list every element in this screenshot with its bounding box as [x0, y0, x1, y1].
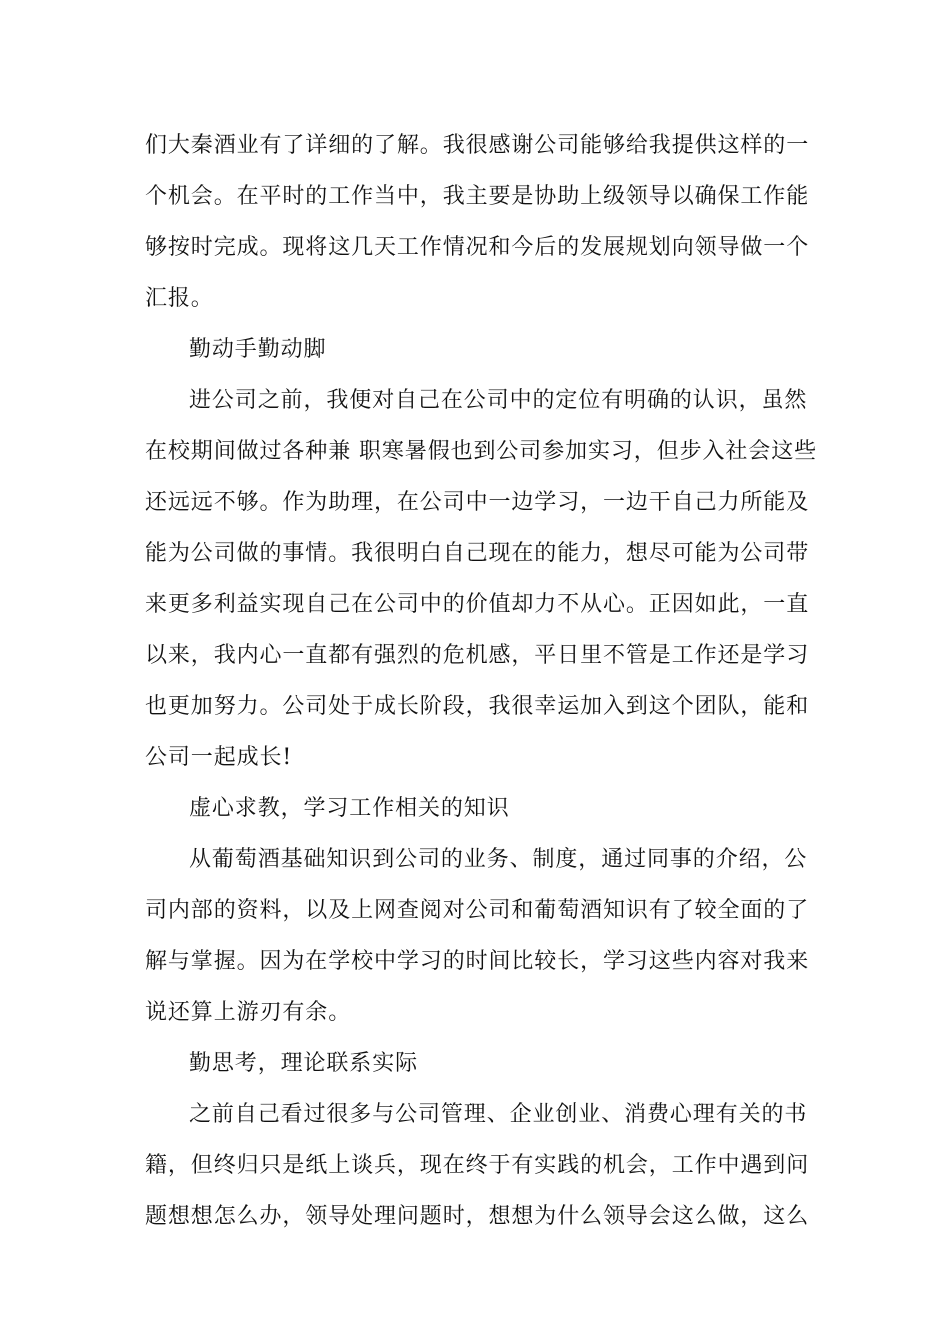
paragraph-line: 在校期间做过各种兼 职寒暑假也到公司参加实习，但步入社会这些 — [145, 439, 817, 464]
paragraph-line: 能为公司做的事情。我很明白自己现在的能力，想尽可能为公司带 — [145, 541, 810, 566]
paragraph-line: 解与掌握。因为在学校中学习的时间比较长，学习这些内容对我来 — [145, 949, 810, 974]
paragraph-line: 题想想怎么办，领导处理问题时，想想为什么领导会这么做，这么 — [145, 1204, 810, 1229]
paragraph-line: 也更加努力。公司处于成长阶段，我很幸运加入到这个团队，能和 — [145, 694, 810, 719]
paragraph-line: 说还算上游刃有余。 — [145, 1000, 352, 1025]
paragraph-line: 够按时完成。现将这几天工作情况和今后的发展规划向领导做一个 — [145, 235, 810, 260]
paragraph-line: 们大秦酒业有了详细的了解。我很感谢公司能够给我提供这样的一 — [145, 133, 810, 158]
paragraph-line-indented: 虚心求教，学习工作相关的知识 — [189, 796, 510, 821]
paragraph-line-indented: 勤动手勤动脚 — [189, 337, 327, 362]
paragraph-line-indented: 从葡萄酒基础知识到公司的业务、制度，通过同事的介绍，公 — [189, 847, 808, 872]
paragraph-line-indented: 之前自己看过很多与公司管理、企业创业、消费心理有关的书 — [189, 1102, 808, 1127]
paragraph-line: 籍，但终归只是纸上谈兵，现在终于有实践的机会，工作中遇到问 — [145, 1153, 810, 1178]
paragraph-line: 还远远不够。作为助理，在公司中一边学习，一边干自己力所能及 — [145, 490, 810, 515]
paragraph-line-indented: 勤思考，理论联系实际 — [189, 1051, 419, 1076]
paragraph-line-indented: 进公司之前，我便对自己在公司中的定位有明确的认识，虽然 — [189, 388, 808, 413]
document-body — [145, 126, 817, 1248]
paragraph-line: 汇报。 — [145, 286, 214, 311]
paragraph-line: 以来，我内心一直都有强烈的危机感，平日里不管是工作还是学习 — [145, 643, 810, 668]
paragraph-line: 个机会。在平时的工作当中，我主要是协助上级领导以确保工作能 — [145, 184, 810, 209]
paragraph-line: 来更多利益实现自己在公司中的价值却力不从心。正因如此，一直 — [145, 592, 810, 617]
paragraph-line: 司内部的资料，以及上网查阅对公司和葡萄酒知识有了较全面的了 — [145, 898, 810, 923]
paragraph-line: 公司一起成长! — [145, 745, 293, 770]
